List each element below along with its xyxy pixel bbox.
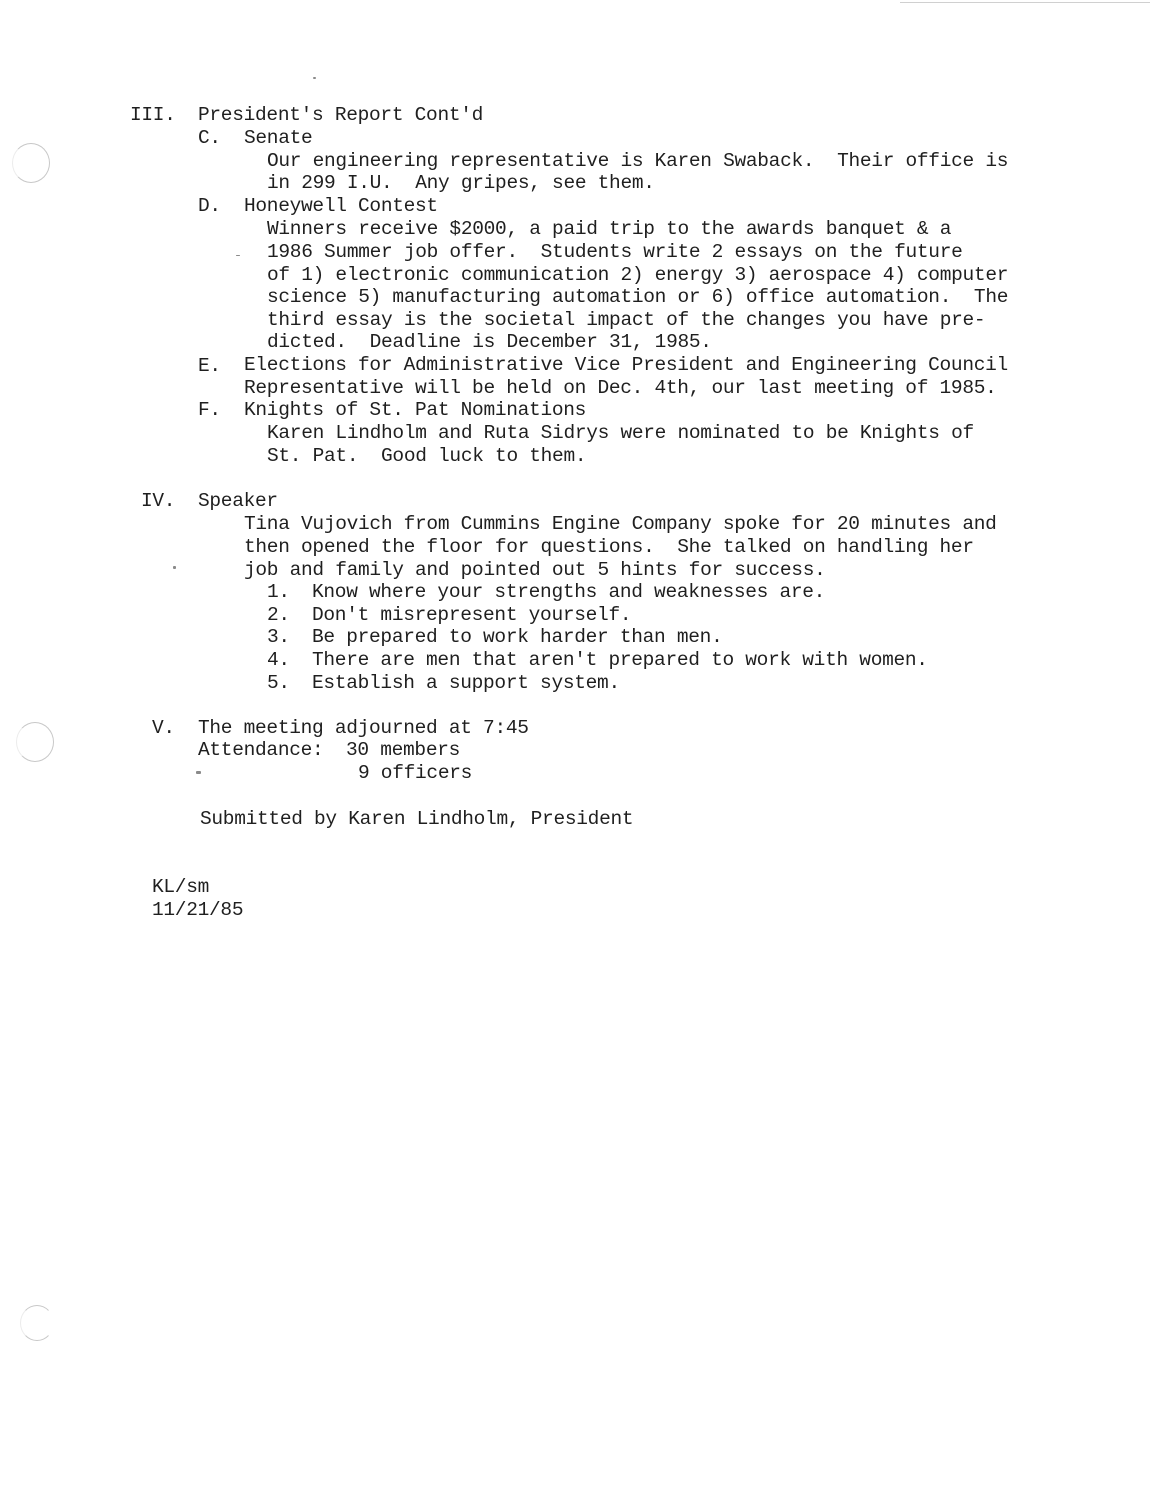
punch-hole: [16, 722, 54, 762]
scan-speck: [196, 771, 201, 774]
typist-initials: KL/sm: [152, 876, 210, 898]
submitted-by: Submitted by Karen Lindholm, President: [200, 808, 634, 830]
text-line: Elections for Administrative Vice President and Engineering Council: [244, 354, 1008, 376]
text-line: Representative will be held on Dec. 4th, our last meeting of 1985.: [244, 377, 997, 399]
section-numeral: III.: [130, 104, 176, 126]
text-line: Our engineering representative is Karen Swaback. Their office is: [267, 150, 1009, 172]
scan-speck: [313, 77, 316, 79]
item-letter: F.: [198, 399, 221, 421]
text-line: 1986 Summer job offer. Students write 2 essays on the future: [267, 241, 963, 263]
text-line: third essay is the societal impact of the changes you have pre-: [267, 309, 986, 331]
list-number: 5.: [267, 672, 290, 694]
list-item: Know where your strengths and weaknesses are.: [312, 581, 826, 603]
list-number: 1.: [267, 581, 290, 603]
item-title: Knights of St. Pat Nominations: [244, 399, 587, 421]
scan-edge-line: [900, 2, 1150, 3]
item-title: Senate: [244, 127, 313, 149]
attendance-officers: 9 officers: [358, 762, 473, 784]
list-number: 4.: [267, 649, 290, 671]
text-line: in 299 I.U. Any gripes, see them.: [267, 172, 655, 194]
text-line: of 1) electronic communication 2) energy 3) aerospace 4) computer: [267, 264, 1009, 286]
list-item: There are men that aren't prepared to work with women.: [312, 649, 928, 671]
list-item: Don't misrepresent yourself.: [312, 604, 632, 626]
text-line: The meeting adjourned at 7:45: [198, 717, 529, 739]
punch-hole: [12, 143, 50, 183]
scan-speck: [173, 566, 176, 569]
document-date: 11/21/85: [152, 899, 244, 921]
text-line: Tina Vujovich from Cummins Engine Company spoke for 20 minutes and: [244, 513, 997, 535]
text-line: science 5) manufacturing automation or 6) office automation. The: [267, 286, 1009, 308]
scan-speck: [236, 255, 240, 256]
list-number: 2.: [267, 604, 290, 626]
item-letter: E.: [198, 355, 221, 377]
text-line: dicted. Deadline is December 31, 1985.: [267, 331, 712, 353]
item-letter: C.: [198, 127, 221, 149]
text-line: then opened the floor for questions. She talked on handling her: [244, 536, 974, 558]
attendance-members: 30 members: [346, 739, 461, 761]
text-line: job and family and pointed out 5 hints for success.: [244, 559, 826, 581]
section-title: Speaker: [198, 490, 278, 512]
section-numeral: IV.: [141, 490, 176, 512]
list-number: 3.: [267, 626, 290, 648]
list-item: Establish a support system.: [312, 672, 620, 694]
list-item: Be prepared to work harder than men.: [312, 626, 723, 648]
punch-hole: [20, 1305, 54, 1341]
text-line: Karen Lindholm and Ruta Sidrys were nominated to be Knights of: [267, 422, 974, 444]
section-title: President's Report Cont'd: [198, 104, 484, 126]
item-letter: D.: [198, 195, 221, 217]
text-line: St. Pat. Good luck to them.: [267, 445, 587, 467]
text-line: Winners receive $2000, a paid trip to the awards banquet & a: [267, 218, 952, 240]
section-numeral: V.: [152, 717, 175, 739]
item-title: Honeywell Contest: [244, 195, 438, 217]
attendance-label: Attendance:: [198, 739, 324, 761]
